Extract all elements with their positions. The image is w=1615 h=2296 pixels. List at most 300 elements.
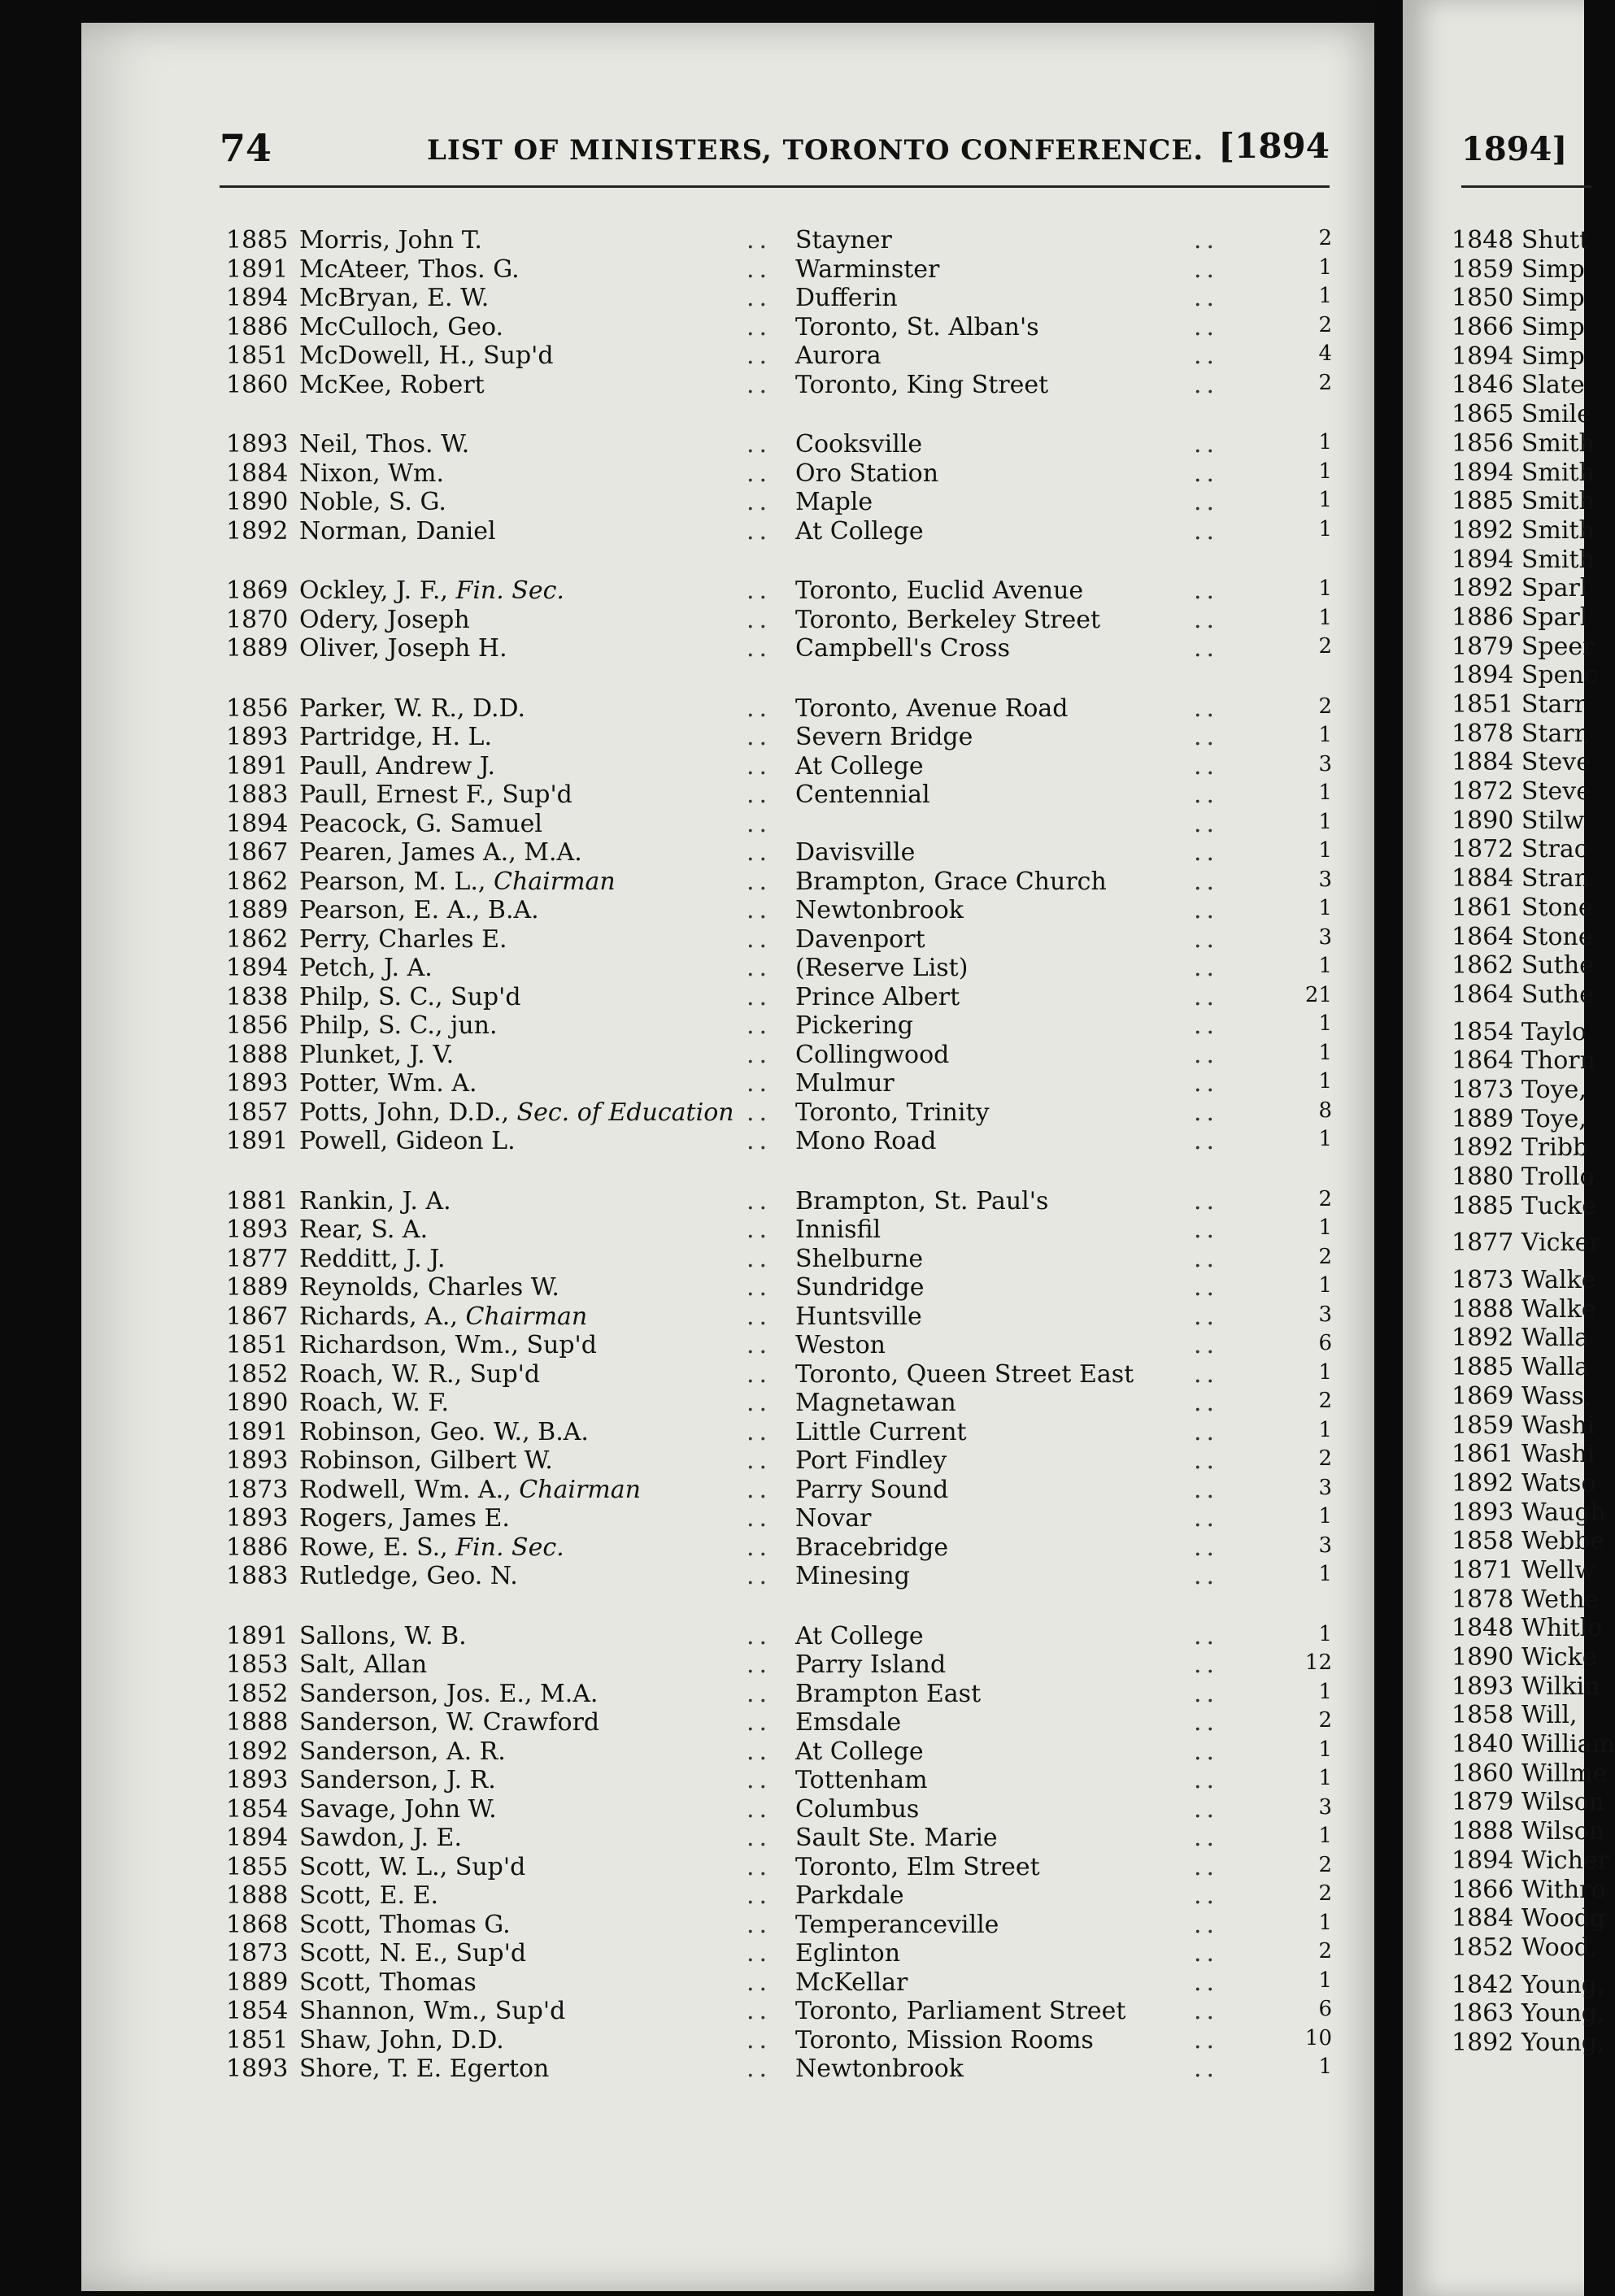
leader-dots: ..	[747, 1011, 773, 1040]
entry-count: 2	[1318, 694, 1332, 719]
entry-name: Pearson, M. L., Chairman	[299, 867, 616, 896]
entry-year: 1852	[226, 1679, 289, 1708]
leader-dots: ..	[747, 1881, 773, 1910]
entry-station: Newtonbrook	[795, 2055, 964, 2083]
leader-dots: ..	[1194, 781, 1220, 809]
entry-name: Parker, W. R., D.D.	[299, 694, 526, 723]
entry-name: Pearen, James A., M.A.	[299, 838, 582, 867]
entry-name: Robinson, Gilbert W.	[299, 1446, 553, 1475]
entry-year: 1851	[226, 1331, 289, 1359]
right-page-entry: 1854 Taylo	[1452, 1017, 1587, 1046]
entry-name: Noble, S. G.	[299, 488, 446, 516]
entry-count: 1	[1318, 1127, 1332, 1151]
right-page-entry: 1878 Starr,	[1452, 719, 1591, 748]
entry-year: 1851	[226, 2025, 289, 2055]
leader-dots: ..	[1194, 723, 1220, 751]
entry-count: 1	[1318, 896, 1332, 920]
entry-count: 1	[1318, 1273, 1332, 1298]
minister-entry	[226, 1011, 1332, 1041]
leader-dots: ..	[747, 924, 773, 954]
entry-count: 2	[1318, 1939, 1332, 1963]
entry-name: Scott, W. L., Sup'd	[299, 1852, 526, 1881]
leader-dots: ..	[1194, 809, 1220, 838]
entry-year: 1854	[226, 1794, 289, 1824]
entry-station: Little Current	[795, 1417, 967, 1446]
leader-dots: ..	[1194, 1881, 1220, 1910]
entry-year: 1856	[226, 1011, 289, 1040]
leader-dots: ..	[1194, 459, 1220, 488]
minister-entry	[226, 1708, 1332, 1737]
minister-entry	[226, 430, 1332, 459]
right-page-entry: 1864 Stone	[1452, 922, 1593, 951]
right-page-entry: 1893 Wilkin	[1452, 1672, 1600, 1701]
leader-dots: ..	[1194, 1359, 1220, 1389]
entry-year: 1854	[226, 1997, 289, 2025]
entry-station: Novar	[795, 1504, 872, 1533]
entry-year: 1891	[226, 254, 289, 284]
right-page-entry: 1873 Walke	[1452, 1266, 1596, 1295]
entry-count: 3	[1318, 1302, 1332, 1327]
entry-name: Redditt, J. J.	[299, 1244, 446, 1273]
leader-dots: ..	[1194, 2055, 1220, 2083]
entry-count: 12	[1304, 1650, 1332, 1675]
right-page-entry: 1878 Wethe	[1452, 1585, 1600, 1614]
leader-dots: ..	[747, 1504, 773, 1533]
entry-count: 3	[1318, 1475, 1332, 1500]
entry-station: Sundridge	[795, 1273, 925, 1302]
entry-year: 1893	[226, 1766, 289, 1794]
leader-dots: ..	[747, 1679, 773, 1708]
leader-dots: ..	[747, 1852, 773, 1881]
right-page-entry: 1858 Webbe	[1452, 1527, 1605, 1556]
entry-name: Paull, Andrew J.	[299, 751, 496, 781]
entry-station: Toronto, Euclid Avenue	[795, 576, 1084, 605]
minister-entry	[226, 517, 1332, 546]
leader-dots: ..	[747, 1794, 773, 1824]
entry-count: 2	[1318, 1446, 1332, 1471]
leader-dots: ..	[1194, 1186, 1220, 1215]
entry-name: Robinson, Geo. W., B.A.	[299, 1417, 589, 1446]
entry-year: 1893	[226, 2055, 289, 2083]
entry-name: Partridge, H. L.	[299, 723, 492, 751]
right-page-entry: 1866 Withro	[1452, 1875, 1606, 1904]
leader-dots: ..	[747, 781, 773, 809]
entry-count: 1	[1318, 2055, 1332, 2079]
entry-count: 2	[1318, 1186, 1332, 1211]
entry-station: Toronto, Queen Street East	[795, 1359, 1134, 1389]
entry-year: 1892	[226, 1737, 289, 1766]
entry-name: Perry, Charles E.	[299, 924, 507, 954]
entry-name: Plunket, J. V.	[299, 1040, 455, 1069]
entry-year: 1857	[226, 1098, 289, 1127]
entry-count: 3	[1318, 1794, 1332, 1820]
entry-count: 1	[1318, 1737, 1332, 1762]
entry-name: Roach, W. R., Sup'd	[299, 1359, 541, 1389]
minister-entry	[226, 781, 1332, 810]
entry-count: 1	[1318, 1824, 1332, 1848]
entry-year: 1893	[226, 1446, 289, 1475]
minister-entry	[226, 2055, 1332, 2084]
entry-station: Maple	[795, 488, 873, 516]
entry-station: Pickering	[795, 1011, 913, 1040]
leader-dots: ..	[747, 634, 773, 663]
entry-name: Scott, N. E., Sup'd	[299, 1939, 527, 1968]
entry-count: 1	[1318, 1069, 1332, 1094]
leader-dots: ..	[747, 1359, 773, 1389]
entry-name: Scott, E. E.	[299, 1881, 439, 1910]
leader-dots: ..	[1194, 1621, 1220, 1650]
minister-entry	[226, 2026, 1332, 2055]
entry-station: Toronto, Parliament Street	[795, 1997, 1126, 2025]
entry-station: Toronto, St. Alban's	[795, 312, 1039, 341]
entry-year: 1894	[226, 954, 289, 982]
leader-dots: ..	[1194, 312, 1220, 341]
entry-count: 8	[1318, 1098, 1332, 1123]
entry-count: 6	[1318, 1997, 1332, 2021]
right-page-entry: 1863 Young,	[1452, 1999, 1605, 2029]
leader-dots: ..	[747, 1650, 773, 1679]
entry-count: 2	[1318, 370, 1332, 395]
entry-name: Shannon, Wm., Sup'd	[299, 1997, 566, 2025]
right-page-entry: 1848 Shutt	[1452, 226, 1590, 254]
minister-entry	[226, 1302, 1332, 1332]
entry-year: 1886	[226, 312, 289, 341]
minister-entry	[226, 1795, 1332, 1824]
right-page-entry: 1862 Suthe	[1452, 951, 1594, 981]
entry-count: 2	[1318, 1708, 1332, 1733]
entry-year: 1891	[226, 1417, 289, 1446]
entry-count: 1	[1318, 516, 1332, 541]
entry-station: Brampton, St. Paul's	[795, 1186, 1049, 1215]
right-page-entry: 1890 Wicke	[1452, 1643, 1597, 1672]
minister-entry	[226, 1360, 1332, 1389]
entry-name: Rowe, E. S., Fin. Sec.	[299, 1533, 564, 1562]
minister-entry	[226, 1069, 1332, 1098]
leader-dots: ..	[1194, 1331, 1220, 1359]
entry-count: 2	[1318, 634, 1332, 659]
entry-year: 1873	[226, 1939, 289, 1968]
right-page-year: 1894]	[1461, 130, 1568, 168]
leader-dots: ..	[1194, 488, 1220, 516]
leader-dots: ..	[747, 723, 773, 751]
entry-year: 1890	[226, 1389, 289, 1417]
right-page-entry: 1892 Sparl	[1452, 574, 1588, 603]
entry-year: 1893	[226, 1215, 289, 1244]
right-page-entry: 1892 Smith	[1452, 515, 1595, 545]
leader-dots: ..	[747, 1939, 773, 1968]
leader-dots: ..	[747, 867, 773, 896]
leader-dots: ..	[747, 1621, 773, 1650]
entry-station: Centennial	[795, 781, 930, 809]
right-page-entry: 1889 Toye,	[1452, 1104, 1587, 1133]
entry-count: 3	[1318, 924, 1332, 950]
minister-entry	[226, 1939, 1332, 1968]
entry-station: Columbus	[795, 1794, 920, 1824]
entry-year: 1851	[226, 341, 289, 370]
leader-dots: ..	[1194, 1533, 1220, 1562]
right-page-entry: 1885 Smith	[1452, 487, 1595, 516]
entry-station: Port Findley	[795, 1446, 947, 1475]
leader-dots: ..	[747, 1475, 773, 1504]
entry-count: 6	[1318, 1331, 1332, 1355]
entry-name: Shore, T. E. Egerton	[299, 2055, 550, 2083]
minister-entry	[226, 1215, 1332, 1245]
entry-name: Odery, Joseph	[299, 605, 470, 634]
entry-count: 1	[1318, 576, 1332, 601]
entry-count: 10	[1304, 2025, 1332, 2050]
leader-dots: ..	[1194, 634, 1220, 663]
right-page-entry: 1893 Waugh	[1452, 1498, 1606, 1527]
entry-station: Emsdale	[795, 1708, 902, 1737]
right-page-entry: 1872 Steve	[1452, 777, 1591, 807]
leader-dots: ..	[747, 1244, 773, 1273]
minister-entry	[226, 723, 1332, 752]
leader-dots: ..	[747, 284, 773, 312]
entry-year: 1883	[226, 781, 289, 809]
entry-name: Rogers, James E.	[299, 1504, 510, 1533]
minister-entry	[226, 896, 1332, 925]
leader-dots: ..	[747, 1910, 773, 1939]
entry-year: 1894	[226, 809, 289, 838]
entry-year: 1888	[226, 1708, 289, 1737]
minister-entry	[226, 1504, 1332, 1533]
minister-entry	[226, 1650, 1332, 1680]
entry-year: 1893	[226, 1069, 289, 1098]
entry-count: 1	[1318, 1040, 1332, 1065]
entry-year: 1892	[226, 516, 289, 546]
right-page-entry: 1860 Willme	[1452, 1759, 1608, 1788]
right-page-entry: 1888 Wilson	[1452, 1817, 1605, 1846]
entry-name: Rankin, J. A.	[299, 1186, 451, 1215]
leader-dots: ..	[1194, 694, 1220, 723]
minister-entry	[226, 606, 1332, 635]
entry-name: Rear, S. A.	[299, 1215, 429, 1244]
right-page-entry: 1852 Wood,	[1452, 1933, 1598, 1962]
right-page-entry: 1892 Tribb	[1452, 1133, 1589, 1163]
entry-station: Aurora	[795, 341, 882, 370]
entry-year: 1862	[226, 924, 289, 954]
entry-station: Parry Sound	[795, 1475, 949, 1504]
right-page-entry: 1872 Strac	[1452, 835, 1588, 864]
entry-name: McCulloch, Geo.	[299, 312, 504, 341]
minister-entry	[226, 255, 1332, 285]
entry-name: Potter, Wm. A.	[299, 1069, 477, 1098]
entry-year: 1891	[226, 751, 289, 781]
entry-station: Campbell's Cross	[795, 634, 1010, 663]
leader-dots: ..	[1194, 838, 1220, 867]
leader-dots: ..	[1194, 1244, 1220, 1273]
entry-count: 1	[1318, 1215, 1332, 1240]
entry-name: Sallons, W. B.	[299, 1621, 467, 1650]
leader-dots: ..	[1194, 1446, 1220, 1475]
right-page-entry: 1873 Toye,	[1452, 1075, 1587, 1104]
leader-dots: ..	[747, 1069, 773, 1098]
entry-count: 1	[1318, 254, 1332, 280]
leader-dots: ..	[747, 896, 773, 924]
entry-year: 1867	[226, 838, 289, 867]
leader-dots: ..	[1194, 751, 1220, 781]
right-page-entry: 1859 Washi	[1452, 1411, 1595, 1440]
entry-year: 1838	[226, 982, 289, 1011]
leader-dots: ..	[747, 459, 773, 488]
entry-count: 3	[1318, 751, 1332, 776]
leader-dots: ..	[747, 694, 773, 723]
minister-entry	[226, 488, 1332, 517]
leader-dots: ..	[747, 1331, 773, 1359]
entry-year: 1893	[226, 723, 289, 751]
right-page-entry: 1840 William	[1452, 1730, 1615, 1759]
right-header-rule	[1461, 185, 1591, 188]
entry-year: 1862	[226, 867, 289, 896]
right-page-entry: 1848 Whitlo	[1452, 1614, 1603, 1643]
entry-name: Roach, W. F.	[299, 1389, 450, 1417]
minister-entry	[226, 838, 1332, 868]
entry-name: Norman, Daniel	[299, 516, 496, 546]
minister-entry	[226, 1824, 1332, 1853]
entry-station: McKellar	[795, 1968, 908, 1997]
leader-dots: ..	[1194, 1011, 1220, 1040]
minister-entry	[226, 1997, 1332, 2026]
leader-dots: ..	[1194, 1852, 1220, 1881]
entry-count: 1	[1318, 488, 1332, 512]
minister-entry	[226, 983, 1332, 1012]
entry-count: 1	[1318, 1562, 1332, 1586]
entry-year: 1883	[226, 1562, 289, 1590]
leader-dots: ..	[1194, 576, 1220, 605]
leader-dots: ..	[1194, 226, 1220, 254]
entry-name: Rutledge, Geo. N.	[299, 1562, 518, 1590]
leader-dots: ..	[747, 254, 773, 284]
entry-name: Sanderson, Jos. E., M.A.	[299, 1679, 599, 1708]
entry-name: McBryan, E. W.	[299, 284, 490, 312]
entry-count: 1	[1318, 1910, 1332, 1935]
minister-entry	[226, 1273, 1332, 1302]
minister-entry	[226, 371, 1332, 400]
right-page-entry: 1894 Smith	[1452, 545, 1595, 574]
entry-count: 1	[1318, 809, 1332, 834]
entry-station: Parry Island	[795, 1650, 947, 1679]
leader-dots: ..	[1194, 370, 1220, 399]
leader-dots: ..	[1194, 1273, 1220, 1302]
minister-entry	[226, 1418, 1332, 1447]
entry-year: 1888	[226, 1881, 289, 1910]
right-page-entry: 1859 Simp	[1452, 254, 1585, 284]
leader-dots: ..	[1194, 1997, 1220, 2025]
leader-dots: ..	[1194, 924, 1220, 954]
entry-year: 1853	[226, 1650, 289, 1679]
entry-year: 1869	[226, 576, 289, 605]
entry-count: 1	[1318, 284, 1332, 308]
minister-entry	[226, 1245, 1332, 1274]
minister-entry	[226, 954, 1332, 983]
entry-count: 2	[1318, 1244, 1332, 1269]
entry-name: Petch, J. A.	[299, 954, 433, 982]
minister-entry	[226, 1476, 1332, 1505]
right-page-entry: 1880 Trollo	[1452, 1163, 1595, 1191]
entry-year: 1893	[226, 430, 289, 459]
minister-entry	[226, 1127, 1332, 1156]
leader-dots: ..	[747, 488, 773, 516]
leader-dots: ..	[1194, 1504, 1220, 1533]
entry-year: 1860	[226, 370, 289, 399]
leader-dots: ..	[747, 1389, 773, 1417]
leader-dots: ..	[1194, 1475, 1220, 1504]
leader-dots: ..	[1194, 1127, 1220, 1155]
entry-count: 1	[1318, 1621, 1332, 1646]
leader-dots: ..	[747, 1997, 773, 2025]
leader-dots: ..	[1194, 982, 1220, 1011]
leader-dots: ..	[747, 1186, 773, 1215]
entry-name: Savage, John W.	[299, 1794, 497, 1824]
right-page-entry: 1850 Simp	[1452, 284, 1585, 313]
entry-count: 1	[1318, 954, 1332, 978]
minister-entry	[226, 1968, 1332, 1998]
entry-count: 1	[1318, 723, 1332, 747]
entry-name: Pearson, E. A., B.A.	[299, 896, 539, 924]
entry-year: 1890	[226, 488, 289, 516]
entry-year: 1856	[226, 694, 289, 723]
entry-station: Minesing	[795, 1562, 910, 1590]
leader-dots: ..	[1194, 1939, 1220, 1968]
leader-dots: ..	[747, 576, 773, 605]
right-page-entry: 1885 Walla	[1452, 1353, 1590, 1382]
entry-year: 1877	[226, 1244, 289, 1273]
entry-station: At College	[795, 1737, 924, 1766]
entry-name: Morris, John T.	[299, 226, 482, 254]
right-page-entry: 1894 Wicher	[1452, 1846, 1610, 1875]
entry-count: 1	[1318, 1679, 1332, 1704]
right-page-entry: 1885 Tucke	[1452, 1191, 1596, 1220]
leader-dots: ..	[747, 2025, 773, 2055]
entry-station: Oro Station	[795, 459, 939, 488]
right-page-entry: 1884 Woodg	[1452, 1904, 1606, 1933]
leader-dots: ..	[747, 751, 773, 781]
entry-station: Brampton East	[795, 1679, 982, 1708]
entry-count: 1	[1318, 781, 1332, 805]
right-page-entry: 1877 Vicker	[1452, 1228, 1601, 1258]
entry-station: Temperanceville	[795, 1910, 999, 1939]
right-page-entry: 1866 Simp	[1452, 313, 1585, 342]
entry-name: Nixon, Wm.	[299, 459, 445, 488]
entry-year: 1885	[226, 226, 289, 254]
leader-dots: ..	[747, 1446, 773, 1475]
entry-year: 1889	[226, 634, 289, 663]
entry-office: Chairman	[465, 1302, 588, 1331]
entry-station: Stayner	[795, 226, 892, 254]
entry-name: Rodwell, Wm. A., Chairman	[299, 1475, 641, 1504]
leader-dots: ..	[1194, 1824, 1220, 1852]
leader-dots: ..	[1194, 1910, 1220, 1939]
entry-name: Neil, Thos. W.	[299, 430, 470, 459]
leader-dots: ..	[1194, 284, 1220, 312]
right-page-entry: 1842 Young,	[1452, 1970, 1605, 1999]
right-page-entry: 1851 Starr	[1452, 690, 1587, 719]
leader-dots: ..	[1194, 1562, 1220, 1590]
leader-dots: ..	[1194, 896, 1220, 924]
leader-dots: ..	[747, 809, 773, 838]
right-page-entry: 1888 Walke	[1452, 1294, 1596, 1324]
entry-year: 1886	[226, 1533, 289, 1562]
entry-station: Davisville	[795, 838, 916, 867]
entry-year: 1855	[226, 1852, 289, 1881]
entry-name: McAteer, Thos. G.	[299, 254, 520, 284]
entry-name: Reynolds, Charles W.	[299, 1273, 559, 1302]
entry-station: Toronto, Trinity	[795, 1098, 990, 1127]
right-page-entry: 1865 Smile	[1452, 400, 1591, 429]
header-year: [1894	[1218, 126, 1330, 166]
entry-year: 1888	[226, 1040, 289, 1069]
entry-year: 1889	[226, 896, 289, 924]
